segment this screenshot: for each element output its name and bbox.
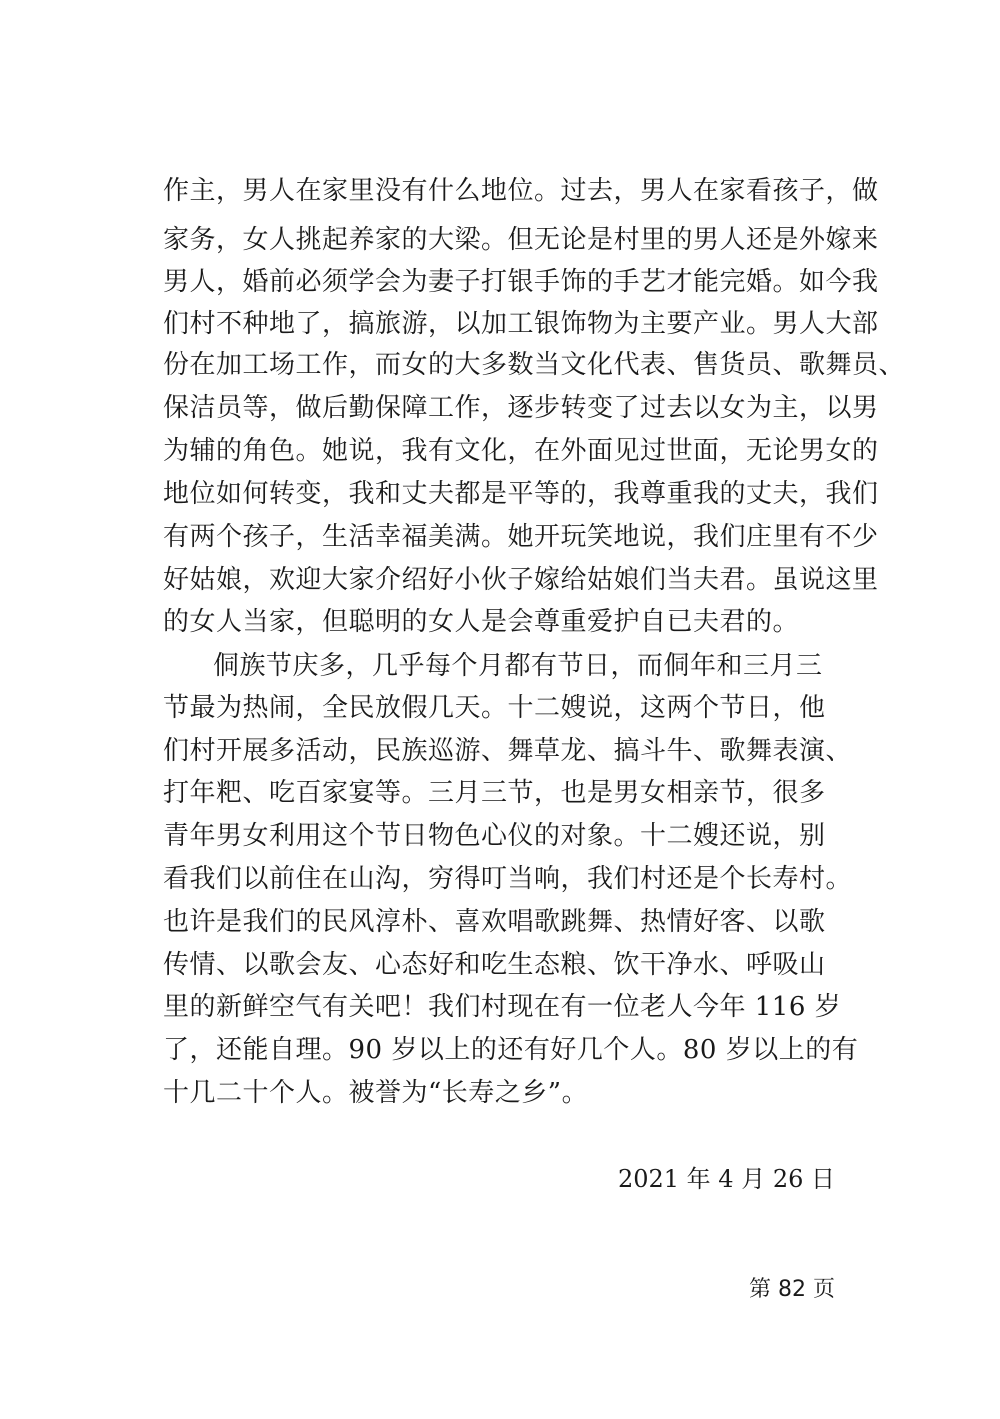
body-line: 的女人当家，但聪明的女人是会尊重爱护自已夫君的。 (163, 607, 800, 637)
body-line: 份在加工场工作，而女的大多数当文化代表、售货员、歌舞员、 (163, 350, 906, 380)
body-line: 为辅的角色。她说，我有文化，在外面见过世面，无论男女的 (163, 436, 879, 466)
body-line: 节最为热闹，全民放假几天。十二嫂说，这两个节日，他 (163, 693, 826, 723)
body-line: 好姑娘，欢迎大家介绍好小伙子嫁给姑娘们当夫君。虽说这里 (163, 565, 879, 595)
body-line: 保洁员等，做后勤保障工作，逐步转变了过去以女为主，以男 (163, 393, 879, 423)
document-date: 2021 年 4 月 26 日 (617, 1165, 835, 1193)
body-line: 有两个孩子，生活幸福美满。她开玩笑地说，我们庄里有不少 (163, 522, 879, 552)
body-line: 家务，女人挑起养家的大梁。但无论是村里的男人还是外嫁来 (163, 225, 879, 255)
body-line: 打年粑、吃百家宴等。三月三节，也是男女相亲节，很多 (163, 778, 826, 808)
body-line: 青年男女利用这个节日物色心仪的对象。十二嫂还说，别 (163, 821, 826, 851)
body-line: 十几二十个人。被誉为“长寿之乡”。 (163, 1078, 589, 1108)
body-line: 里的新鲜空气有关吧！我们村现在有一位老人今年 116 岁 (163, 992, 842, 1022)
body-line: 看我们以前住在山沟，穷得叮当响，我们村还是个长寿村。 (163, 864, 853, 894)
page-number: 第 82 页 (749, 1277, 835, 1302)
body-line: 传情、以歌会友、心态好和吃生态粮、饮干净水、呼吸山 (163, 950, 826, 980)
body-line: 们村不种地了，搞旅游，以加工银饰物为主要产业。男人大部 (163, 309, 879, 339)
body-line: 了，还能自理。90 岁以上的还有好几个人。80 岁以上的有 (163, 1035, 859, 1065)
paragraph-first-line: 侗族节庆多，几乎每个月都有节日，而侗年和三月三 (213, 651, 823, 681)
body-line: 也许是我们的民风淳朴、喜欢唱歌跳舞、热情好客、以歌 (163, 907, 826, 937)
body-line: 男人，婚前必须学会为妻子打银手饰的手艺才能完婚。如今我 (163, 267, 879, 297)
body-line: 地位如何转变，我和丈夫都是平等的，我尊重我的丈夫，我们 (163, 479, 879, 509)
body-line: 们村开展多活动，民族巡游、舞草龙、搞斗牛、歌舞表演、 (163, 736, 853, 766)
body-line: 作主，男人在家里没有什么地位。过去，男人在家看孩子，做 (163, 176, 879, 206)
